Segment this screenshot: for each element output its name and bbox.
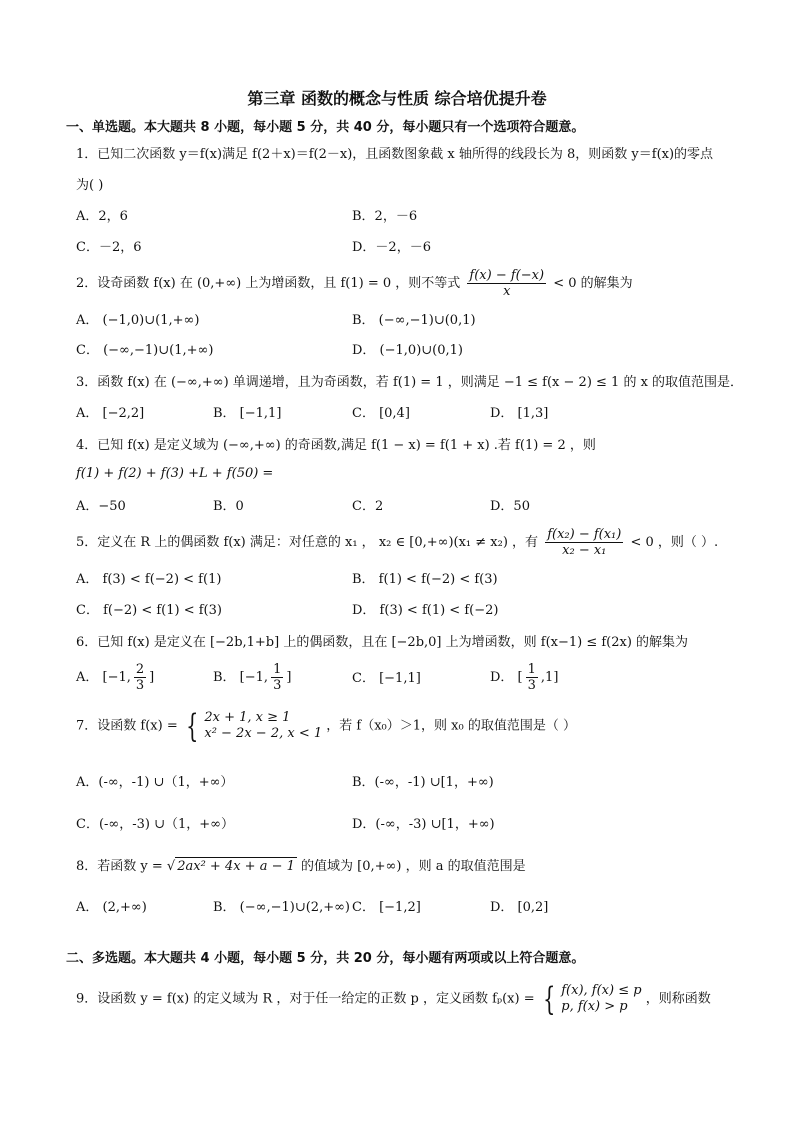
question-2-stem-text: 2．设奇函数 f(x) 在 (0,+∞) 上为增函数，且 f(1) = 0 ，则不等式 xyxy=(76,276,461,291)
question-2-option-d: D． (−1,0)∪(0,1) xyxy=(352,343,463,358)
question-6-option-a xyxy=(76,662,154,693)
question-7-stem-text: 7．设函数 f(x) = xyxy=(76,718,178,734)
option-a-fraction xyxy=(134,662,146,693)
question-4-option-c: C．2 xyxy=(352,499,384,514)
fraction-denominator: 3 xyxy=(135,678,145,693)
fraction-numerator: 2 xyxy=(135,662,145,677)
option-b-suffix: ] xyxy=(286,670,292,685)
question-8-stem xyxy=(76,857,526,876)
question-6-stem: 6．已知 f(x) 是定义在 [−2b,1+b] 上的偶函数，且在 [−2b,0] 上为增函数，则 f(x−1) ≤ f(2x) 的解集为 xyxy=(76,635,689,650)
question-2-stem-tail: < 0 的解集为 xyxy=(553,276,633,291)
question-2-option-c: C． (−∞,−1)∪(1,+∞) xyxy=(76,343,214,358)
section-heading-single-choice: 一、单选题。本大题共 8 小题，每小题 5 分，共 40 分，每小题只有一个选项符合题意。 xyxy=(66,120,585,135)
question-5-stem-text: 5．定义在 R 上的偶函数 f(x) 满足：对任意的 x₁ ， x₂ ∈ [0,+∞)(x₁ ≠ x₂) ，有 xyxy=(76,535,539,550)
option-d-fraction xyxy=(526,662,538,693)
fraction-numerator: f(x) − f(−x) xyxy=(469,268,545,283)
question-7-option-a: A．(-∞，-1) ∪（1，+∞） xyxy=(76,775,234,790)
question-3-stem: 3．函数 f(x) 在 (−∞,+∞) 单调递增，且为奇函数，若 f(1) = 1 ，则满足 −1 ≤ f(x − 2) ≤ 1 的 x 的取值范围是． xyxy=(76,375,744,390)
question-5-option-a: A． f(3) < f(−2) < f(1) xyxy=(76,572,222,587)
question-2-fraction xyxy=(467,268,546,299)
question-8-stem-tail: 的值域为 [0,+∞) ，则 a 的取值范围是 xyxy=(301,859,526,874)
fraction-denominator: x xyxy=(503,284,511,299)
question-1-option-b: B．2，－6 xyxy=(352,209,418,224)
piecewise-cases xyxy=(204,710,322,742)
question-2-option-a: A． (−1,0)∪(1,+∞) xyxy=(76,313,200,328)
question-7-option-d: D．(-∞，-3) ∪[1，+∞) xyxy=(352,817,495,832)
option-d-prefix: D． [ xyxy=(490,670,523,685)
left-brace: { xyxy=(185,707,199,745)
question-1-stem: 1．已知二次函数 y＝f(x)满足 f(2＋x)＝f(2－x)，且函数图象截 x 轴所得的线段长为 8，则函数 y＝f(x)的零点 xyxy=(76,147,714,162)
question-4-option-b: B．0 xyxy=(213,499,244,514)
page-title: 第三章 函数的概念与性质 综合培优提升卷 xyxy=(247,89,547,108)
question-8-option-d: D． [0,2] xyxy=(490,900,549,915)
question-5-fraction xyxy=(545,527,623,558)
question-8-option-c: C． [−1,2] xyxy=(352,900,421,915)
question-1-option-c: C．－2，6 xyxy=(76,240,142,255)
question-2-option-b: B． (−∞,−1)∪(0,1) xyxy=(352,313,476,328)
sqrt-sign: √ xyxy=(166,859,176,874)
question-9-stem xyxy=(76,980,711,1018)
question-1-stem-cont: 为( ) xyxy=(76,178,104,193)
question-5-option-b: B． f(1) < f(−2) < f(3) xyxy=(352,572,498,587)
question-4-stem-cont: f(1) + f(2) + f(3) +L + f(50) = xyxy=(76,466,274,481)
question-1-option-d: D．－2，－6 xyxy=(352,240,431,255)
piecewise-case-1: 2x + 1, x ≥ 1 xyxy=(204,710,291,725)
fraction-numerator: 1 xyxy=(273,662,282,677)
fraction-denominator: 3 xyxy=(273,678,282,693)
sqrt-radicand: 2ax² + 4x + a − 1 xyxy=(177,859,295,874)
left-brace: { xyxy=(542,980,556,1018)
question-7-option-b: B．(-∞，-1) ∪[1，+∞) xyxy=(352,775,494,790)
option-a-prefix: A． [−1, xyxy=(76,670,131,685)
question-8-option-a: A． (2,+∞) xyxy=(76,900,147,915)
option-a-suffix: ] xyxy=(149,670,155,685)
question-2-stem xyxy=(76,268,633,299)
question-6-option-d xyxy=(490,662,558,693)
piecewise-case-2: p, f(x) > p xyxy=(561,999,628,1014)
question-5-option-c: C． f(−2) < f(1) < f(3) xyxy=(76,603,222,618)
question-1-option-a: A．2，6 xyxy=(76,209,128,224)
question-6-option-b xyxy=(213,662,291,693)
question-8-stem-text: 8．若函数 y = xyxy=(76,859,163,874)
question-4-option-d: D．50 xyxy=(490,499,530,514)
option-b-prefix: B． [−1, xyxy=(213,670,269,685)
fraction-numerator: f(x₂) − f(x₁) xyxy=(547,527,622,542)
question-6-option-c: C． [−1,1] xyxy=(352,671,421,686)
question-5-stem xyxy=(76,527,718,558)
question-3-option-d: D． [1,3] xyxy=(490,406,549,421)
question-4-stem: 4．已知 f(x) 是定义域为 (−∞,+∞) 的奇函数,满足 f(1 − x) = f(1 + x) .若 f(1) = 2 ，则 xyxy=(76,438,596,453)
option-b-fraction xyxy=(271,662,283,693)
question-9-stem-tail: ，则称函数 xyxy=(645,991,711,1007)
fraction-denominator: x₂ − x₁ xyxy=(562,543,607,558)
question-3-option-a: A． [−2,2] xyxy=(76,406,145,421)
question-7-option-c: C．(-∞，-3) ∪（1，+∞） xyxy=(76,817,234,832)
question-9-stem-text: 9．设函数 y = f(x) 的定义域为 R ，对于任一给定的正数 p ，定义函数 fₚ(x) = xyxy=(76,991,535,1007)
question-8-option-b: B． (−∞,−1)∪(2,+∞) xyxy=(213,900,351,915)
section-heading-multiple-choice: 二、多选题。本大题共 4 小题，每小题 5 分，共 20 分，每小题有两项或以上符合题意。 xyxy=(66,951,585,966)
question-3-option-c: C． [0,4] xyxy=(352,406,410,421)
fraction-numerator: 1 xyxy=(527,662,536,677)
question-4-option-a: A．−50 xyxy=(76,499,126,514)
fraction-denominator: 3 xyxy=(527,678,536,693)
piecewise-cases xyxy=(561,983,641,1015)
question-5-option-d: D． f(3) < f(1) < f(−2) xyxy=(352,603,499,618)
piecewise-case-1: f(x), f(x) ≤ p xyxy=(561,983,642,998)
question-7-stem-tail: ，若 f（x₀）＞1，则 x₀ 的取值范围是（ ） xyxy=(326,718,576,734)
question-5-stem-tail: < 0 ，则（ ）. xyxy=(630,535,719,550)
piecewise-case-2: x² − 2x − 2, x < 1 xyxy=(204,726,323,741)
option-d-suffix: ,1] xyxy=(540,670,559,685)
question-7-stem xyxy=(76,707,576,745)
question-3-option-b: B． [−1,1] xyxy=(213,406,282,421)
